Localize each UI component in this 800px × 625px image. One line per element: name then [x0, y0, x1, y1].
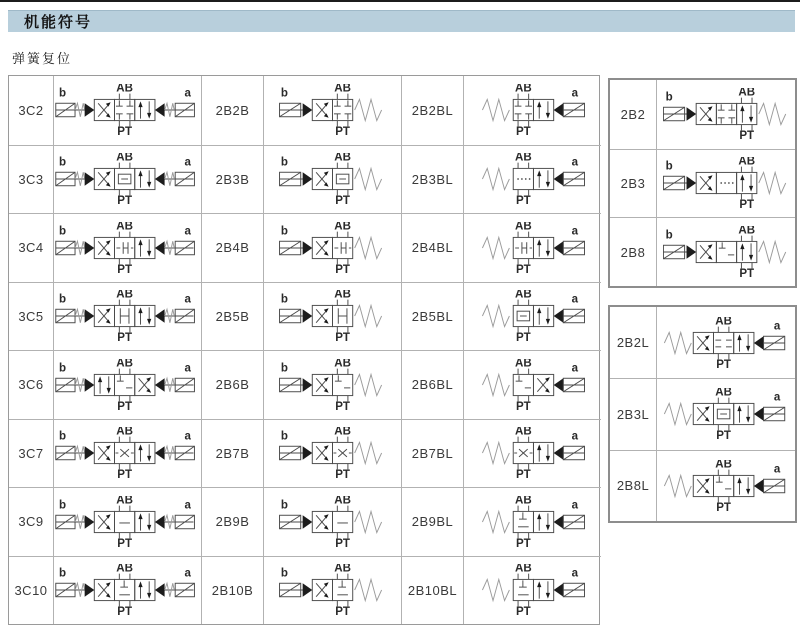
hydraulic-valve-symbol [55, 84, 201, 136]
model-code: 2B7B [201, 419, 263, 488]
valve-cell [53, 145, 201, 214]
valve-cell [463, 213, 601, 282]
valve-cell [53, 282, 201, 351]
hydraulic-valve-symbol [55, 496, 201, 548]
valve-cell [463, 145, 601, 214]
svg-text:a: a [773, 320, 781, 333]
svg-text:AB: AB [115, 290, 133, 301]
valve-cell [53, 350, 201, 419]
hydraulic-valve-symbol [55, 359, 201, 411]
svg-text:a: a [571, 499, 579, 512]
hydraulic-valve-symbol [277, 290, 388, 342]
svg-text:a: a [183, 567, 191, 580]
svg-text:PT: PT [335, 263, 350, 274]
svg-text:b: b [280, 362, 288, 375]
svg-text:b: b [280, 225, 288, 238]
svg-text:PT: PT [738, 199, 754, 210]
svg-text:AB: AB [515, 221, 532, 233]
model-code: 2B4BL [401, 213, 463, 282]
model-code: 2B8L [610, 450, 656, 521]
svg-text:PT: PT [515, 263, 531, 274]
svg-text:b: b [280, 87, 288, 100]
valve-cell [263, 487, 401, 556]
svg-text:PT: PT [738, 130, 754, 141]
svg-text:PT: PT [716, 358, 731, 369]
valve-cell [656, 378, 795, 449]
valve-cell [463, 487, 601, 556]
model-code: 2B2BL [401, 76, 463, 145]
svg-text:a: a [571, 156, 579, 169]
svg-text:AB: AB [334, 290, 351, 301]
svg-text:a: a [773, 392, 781, 405]
svg-text:PT: PT [335, 606, 350, 617]
svg-text:AB: AB [737, 157, 755, 169]
valve-cell [263, 213, 401, 282]
model-code: 3C10 [9, 556, 53, 625]
valve-cell [656, 450, 795, 521]
svg-text:PT: PT [335, 400, 350, 411]
svg-text:b: b [58, 293, 66, 306]
hydraulic-valve-symbol [277, 84, 388, 136]
svg-text:PT: PT [116, 263, 132, 274]
hydraulic-valve-symbol [663, 157, 790, 209]
svg-text:a: a [571, 362, 579, 375]
svg-text:AB: AB [334, 427, 351, 438]
model-code: 2B10B [201, 556, 263, 625]
model-code: 3C3 [9, 145, 53, 214]
model-code: 2B9B [201, 487, 263, 556]
svg-text:PT: PT [515, 195, 531, 206]
svg-text:AB: AB [115, 358, 133, 370]
svg-text:AB: AB [115, 221, 133, 233]
svg-text:b: b [280, 499, 288, 512]
valve-cell [53, 556, 201, 625]
svg-text:PT: PT [116, 332, 132, 343]
svg-text:AB: AB [515, 153, 532, 164]
hydraulic-valve-symbol [478, 564, 587, 616]
hydraulic-valve-symbol [55, 290, 201, 342]
svg-text:b: b [665, 91, 673, 104]
svg-text:AB: AB [515, 495, 532, 507]
valve-cell [263, 350, 401, 419]
svg-text:PT: PT [116, 537, 132, 548]
model-code: 3C7 [9, 419, 53, 488]
svg-text:AB: AB [115, 564, 133, 575]
hydraulic-valve-symbol [55, 153, 201, 205]
svg-text:PT: PT [335, 195, 350, 206]
hydraulic-valve-symbol [478, 359, 587, 411]
svg-text:b: b [58, 430, 66, 443]
valve-symbol-table [8, 75, 600, 625]
model-code: 2B8 [610, 217, 656, 286]
svg-text:PT: PT [716, 430, 731, 441]
model-code: 3C6 [9, 350, 53, 419]
hydraulic-valve-symbol [478, 496, 587, 548]
model-code: 3C9 [9, 487, 53, 556]
hydraulic-valve-symbol [478, 84, 587, 136]
subsection-label: 弹簧复位 [12, 51, 73, 66]
hydraulic-valve-symbol [478, 222, 587, 274]
svg-text:PT: PT [335, 332, 350, 343]
model-code: 2B5BL [401, 282, 463, 351]
valve-cell [263, 76, 401, 145]
svg-text:PT: PT [738, 268, 754, 279]
valve-cell [263, 556, 401, 625]
svg-text:a: a [183, 293, 191, 306]
hydraulic-valve-symbol [478, 290, 587, 342]
svg-text:AB: AB [115, 84, 133, 95]
svg-text:PT: PT [515, 400, 531, 411]
hydraulic-valve-symbol [55, 564, 201, 616]
hydraulic-valve-symbol [277, 153, 388, 205]
svg-text:AB: AB [715, 388, 732, 400]
hydraulic-valve-symbol [664, 317, 788, 369]
valve-cell [53, 419, 201, 488]
valve-cell [463, 76, 601, 145]
svg-text:a: a [183, 430, 191, 443]
model-code: 3C5 [9, 282, 53, 351]
svg-text:b: b [58, 362, 66, 375]
hydraulic-valve-symbol [478, 427, 587, 479]
svg-text:b: b [665, 229, 673, 242]
model-code: 2B7BL [401, 419, 463, 488]
svg-text:AB: AB [334, 564, 351, 575]
side-panel-2b [608, 78, 797, 288]
hydraulic-valve-symbol [663, 226, 790, 278]
hydraulic-valve-symbol [663, 88, 790, 140]
valve-cell [263, 145, 401, 214]
valve-cell [53, 487, 201, 556]
model-code: 3C4 [9, 213, 53, 282]
svg-text:a: a [183, 225, 191, 238]
model-code: 2B6BL [401, 350, 463, 419]
hydraulic-valve-symbol [277, 427, 388, 479]
hydraulic-valve-symbol [277, 496, 388, 548]
svg-text:AB: AB [515, 290, 532, 301]
hydraulic-valve-symbol [664, 460, 788, 512]
svg-text:PT: PT [116, 469, 132, 480]
model-code: 2B6B [201, 350, 263, 419]
svg-text:a: a [571, 567, 579, 580]
model-code: 2B5B [201, 282, 263, 351]
valve-cell [263, 419, 401, 488]
svg-text:AB: AB [334, 221, 351, 233]
svg-text:b: b [280, 293, 288, 306]
svg-text:AB: AB [115, 427, 133, 438]
model-code: 2B2B [201, 76, 263, 145]
svg-text:PT: PT [515, 332, 531, 343]
svg-text:a: a [183, 499, 191, 512]
hydraulic-valve-symbol [277, 359, 388, 411]
hydraulic-valve-symbol [277, 222, 388, 274]
svg-text:PT: PT [515, 126, 531, 137]
section-header-bar [8, 10, 795, 32]
model-code: 2B3L [610, 378, 656, 449]
model-code: 2B4B [201, 213, 263, 282]
svg-text:PT: PT [515, 606, 531, 617]
hydraulic-valve-symbol [55, 222, 201, 274]
svg-text:AB: AB [334, 358, 351, 370]
svg-text:b: b [280, 567, 288, 580]
model-code: 2B3B [201, 145, 263, 214]
valve-cell [656, 217, 795, 286]
svg-text:AB: AB [715, 459, 732, 471]
svg-text:AB: AB [515, 427, 532, 438]
svg-text:b: b [58, 225, 66, 238]
valve-cell [656, 307, 795, 378]
svg-text:AB: AB [737, 88, 755, 100]
svg-text:a: a [773, 463, 781, 476]
page-top-rule [0, 0, 800, 2]
hydraulic-valve-symbol [55, 427, 201, 479]
svg-text:b: b [280, 430, 288, 443]
model-code: 2B2L [616, 335, 650, 351]
svg-text:b: b [58, 156, 66, 169]
valve-cell [656, 80, 795, 149]
svg-text:PT: PT [515, 537, 531, 548]
valve-cell [53, 213, 201, 282]
valve-cell [263, 282, 401, 351]
svg-text:a: a [571, 293, 579, 306]
svg-text:AB: AB [515, 358, 532, 370]
svg-text:PT: PT [116, 126, 132, 137]
svg-text:PT: PT [116, 606, 132, 617]
svg-text:AB: AB [334, 84, 351, 95]
svg-text:PT: PT [335, 126, 350, 137]
model-code: 3C2 [18, 102, 44, 118]
model-code: 2B3 [610, 149, 656, 218]
valve-cell [53, 76, 201, 145]
valve-cell [463, 556, 601, 625]
svg-text:AB: AB [515, 84, 532, 95]
svg-text:a: a [183, 362, 191, 375]
svg-text:AB: AB [334, 495, 351, 507]
hydraulic-valve-symbol [277, 564, 388, 616]
svg-text:a: a [571, 225, 579, 238]
svg-text:b: b [665, 161, 673, 174]
svg-text:b: b [58, 87, 66, 100]
svg-text:AB: AB [334, 153, 351, 164]
svg-text:PT: PT [716, 501, 731, 512]
model-code: 2B10BL [401, 556, 463, 625]
svg-text:b: b [58, 499, 66, 512]
valve-cell [463, 350, 601, 419]
model-code: 2B3BL [401, 145, 463, 214]
hydraulic-valve-symbol [478, 153, 587, 205]
valve-cell [463, 419, 601, 488]
svg-text:AB: AB [115, 153, 133, 164]
svg-text:AB: AB [515, 564, 532, 575]
svg-text:a: a [571, 87, 579, 100]
svg-text:AB: AB [715, 316, 732, 328]
model-code: 2B2 [620, 106, 646, 122]
valve-cell [463, 282, 601, 351]
svg-text:PT: PT [116, 195, 132, 206]
side-panel-2bl [608, 305, 797, 523]
section-title: 机能符号 [24, 14, 93, 31]
valve-cell [656, 149, 795, 218]
svg-text:a: a [183, 87, 191, 100]
svg-text:AB: AB [115, 495, 133, 507]
svg-text:PT: PT [335, 469, 350, 480]
svg-text:PT: PT [515, 469, 531, 480]
hydraulic-valve-symbol [664, 388, 788, 440]
svg-text:b: b [280, 156, 288, 169]
svg-text:PT: PT [335, 537, 350, 548]
svg-text:a: a [183, 156, 191, 169]
svg-text:a: a [571, 430, 579, 443]
svg-text:PT: PT [116, 400, 132, 411]
model-code: 2B9BL [401, 487, 463, 556]
svg-text:AB: AB [737, 226, 755, 237]
svg-text:b: b [58, 567, 66, 580]
